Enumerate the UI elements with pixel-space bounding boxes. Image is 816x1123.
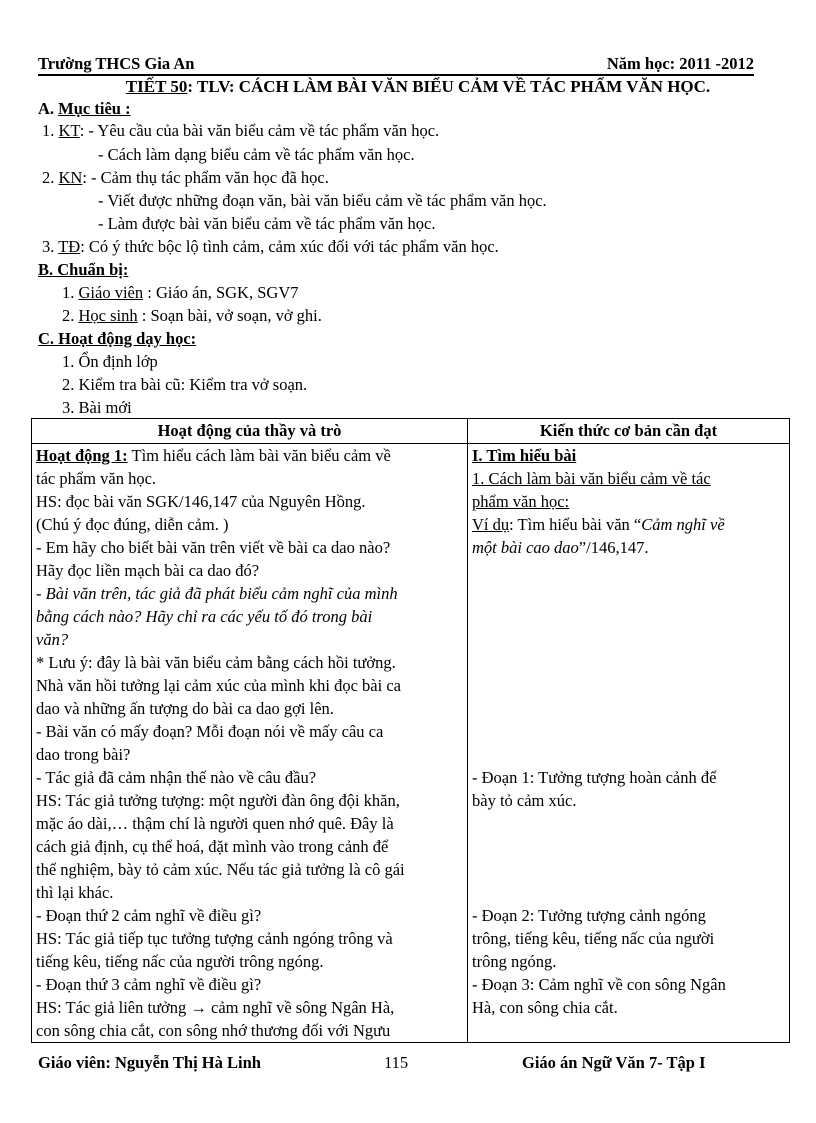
activity-line: - Tác giả đã cảm nhận thế nào về câu đầu? — [36, 768, 317, 787]
knowledge-line: - Đoạn 2: Tưởng tượng cảnh ngóng — [472, 906, 706, 925]
activity-line: - Đoạn thứ 2 cảm nghĩ về điều gì? — [36, 906, 262, 925]
footer-teacher: Giáo viên: Nguyễn Thị Hà Linh — [38, 1053, 261, 1072]
prep-teacher — [62, 282, 298, 304]
activity-line: - Bài văn có mấy đoạn? Mỗi đoạn nói về mấy câu ca — [36, 722, 384, 741]
activity-line: (Chú ý đọc đúng, diễn cảm. ) — [36, 515, 229, 534]
page-number: 115 — [384, 1053, 409, 1072]
step-1: 1. Ổn định lớp — [62, 352, 158, 371]
activity-line: tiếng kêu, tiếng nấc của người trông ngóng. — [36, 952, 324, 971]
objective-kt-1 — [42, 120, 439, 142]
knowledge-line: - Đoạn 1: Tưởng tượng hoàn cảnh để — [472, 768, 717, 787]
activity-line: * Lưu ý: đây là bài văn biểu cảm bằng cách hồi tưởng. — [36, 653, 396, 672]
prep-student-text: : Soạn bài, vở soạn, vở ghi. — [137, 306, 322, 325]
section-c-heading: C. Hoạt động dạy học: — [38, 329, 197, 348]
section-a-title: Mục tiêu : — [58, 99, 131, 118]
activity-title: Tìm hiểu cách làm bài văn biểu cảm về — [127, 446, 391, 465]
activity-line: HS: Tác giả liên tưởng → cảm nghĩ về sông Ngân Hà, — [36, 998, 395, 1017]
td-text: : Có ý thức bộc lộ tình cảm, cảm xúc đối với tác phẩm văn học. — [80, 237, 499, 256]
activity-line: thì lại khác. — [36, 883, 114, 902]
kn-number: 2. — [42, 168, 59, 187]
activity-table — [31, 418, 790, 1043]
prep-student-number: 2. — [62, 306, 79, 325]
kn-text-1: : - Cảm thụ tác phẩm văn học đã học. — [82, 168, 329, 187]
kt-label: KT — [58, 121, 80, 140]
activity-line: HS: đọc bài văn SGK/146,147 của Nguyên Hồng. — [36, 492, 366, 511]
td-number: 3. — [42, 237, 59, 256]
prep-teacher-label: Giáo viên — [78, 283, 144, 302]
knowledge-line: I. Tìm hiểu bài — [472, 446, 577, 465]
knowledge-cell — [468, 444, 790, 1043]
prep-teacher-number: 1. — [62, 283, 79, 302]
section-a-heading — [38, 98, 131, 120]
objective-td-1 — [42, 236, 499, 258]
prep-student-label: Học sinh — [78, 306, 138, 325]
objective-kn-1 — [42, 167, 329, 189]
activity-line: văn? — [36, 630, 69, 649]
knowledge-line: bày tỏ cảm xúc. — [472, 791, 577, 810]
knowledge-line: trông ngóng. — [472, 952, 557, 971]
example-title-part-1: Cảm nghĩ về — [641, 515, 725, 534]
kt-number: 1. — [42, 121, 59, 140]
section-b-heading: B. Chuẩn bị: — [38, 260, 129, 279]
step-2: 2. Kiểm tra bài cũ: Kiểm tra vở soạn. — [62, 375, 308, 394]
knowledge-line: trông, tiếng kêu, tiếng nấc của người — [472, 929, 715, 948]
activity-line: - Bài văn trên, tác giả đã phát biểu cảm nghĩ của mình — [36, 584, 398, 603]
activity-line: cách giả định, cụ thể hoá, đặt mình vào trong cảnh để — [36, 837, 389, 856]
lesson-title-text: : TLV: CÁCH LÀM BÀI VĂN BIỂU CẢM VỀ TÁC PHẨM VĂN HỌC. — [187, 77, 711, 96]
footer-book: Giáo án Ngữ Văn 7- Tập I — [522, 1053, 706, 1072]
col-header-knowledge: Kiến thức cơ bản cần đạt — [468, 419, 790, 444]
example-label: Ví dụ — [472, 515, 510, 534]
kn-label: KN — [58, 168, 83, 187]
knowledge-line: 1. Cách làm bài văn biểu cảm về tác — [472, 469, 711, 488]
activity-line: dao trong bài? — [36, 745, 131, 764]
knowledge-line: Hà, con sông chia cắt. — [472, 998, 618, 1017]
activity-line: HS: Tác giả tưởng tượng: một người đàn ông đội khăn, — [36, 791, 400, 810]
kt-text-1: : - Yêu cầu của bài văn biểu cảm về tác phẩm văn học. — [79, 121, 440, 140]
section-a-prefix: A. — [38, 99, 59, 118]
activities-cell — [32, 444, 468, 1043]
step-3: 3. Bài mới — [62, 398, 132, 417]
activity-line: dao và những ấn tượng do bài ca dao gợi lên. — [36, 699, 334, 718]
page-header — [38, 54, 754, 76]
activity-line: con sông chia cắt, con sông nhớ thương đối với Ngưu — [36, 1021, 391, 1040]
activity-label: Hoạt động 1: — [36, 446, 128, 465]
objective-kt-2: - Cách làm dạng biểu cảm về tác phẩm văn học. — [98, 145, 415, 164]
example-pages: ”/146,147. — [578, 538, 649, 557]
activity-line: bằng cách nào? Hãy chỉ ra các yếu tố đó trong bài — [36, 607, 373, 626]
lesson-title — [38, 76, 798, 98]
activity-line: - Em hãy cho biết bài văn trên viết về bài ca dao nào? — [36, 538, 391, 557]
activity-line: mặc áo dài,… thậm chí là người quen nhớ quê. Đây là — [36, 814, 394, 833]
objective-kn-3: - Làm được bài văn biểu cảm về tác phẩm văn học. — [98, 214, 436, 233]
knowledge-line — [472, 513, 785, 536]
example-text: : Tìm hiểu bài văn “ — [509, 515, 642, 534]
example-title-part-2: một bài cao dao — [472, 538, 579, 557]
table-header-row — [32, 419, 790, 444]
activity-line: tác phẩm văn học. — [36, 469, 157, 488]
objective-kn-2: - Viết được những đoạn văn, bài văn biểu cảm về tác phẩm văn học. — [98, 191, 547, 210]
school-year: Năm học: 2011 -2012 — [606, 54, 754, 73]
col-header-activities: Hoạt động của thầy và trò — [32, 419, 468, 444]
activity-line: HS: Tác giả tiếp tục tưởng tượng cảnh ngóng trông và — [36, 929, 393, 948]
activity-line: Nhà văn hồi tưởng lại cảm xúc của mình khi đọc bài ca — [36, 676, 401, 695]
activity-line: Hãy đọc liền mạch bài ca dao đó? — [36, 561, 260, 580]
activity-line — [36, 444, 463, 467]
knowledge-line: - Đoạn 3: Cảm nghĩ về con sông Ngân — [472, 975, 726, 994]
activity-line: - Đoạn thứ 3 cảm nghĩ về điều gì? — [36, 975, 262, 994]
prep-teacher-text: : Giáo án, SGK, SGV7 — [143, 283, 299, 302]
prep-student — [62, 305, 322, 327]
activity-line: thể nghiệm, bày tỏ cảm xúc. Nếu tác giả tưởng là cô gái — [36, 860, 405, 879]
table-row — [32, 444, 790, 1043]
lesson-number: TIẾT 50 — [125, 77, 188, 96]
knowledge-line — [472, 536, 785, 559]
td-label: TĐ — [58, 237, 81, 256]
knowledge-line: phẩm văn học: — [472, 492, 570, 511]
school-name: Trường THCS Gia An — [38, 54, 195, 73]
